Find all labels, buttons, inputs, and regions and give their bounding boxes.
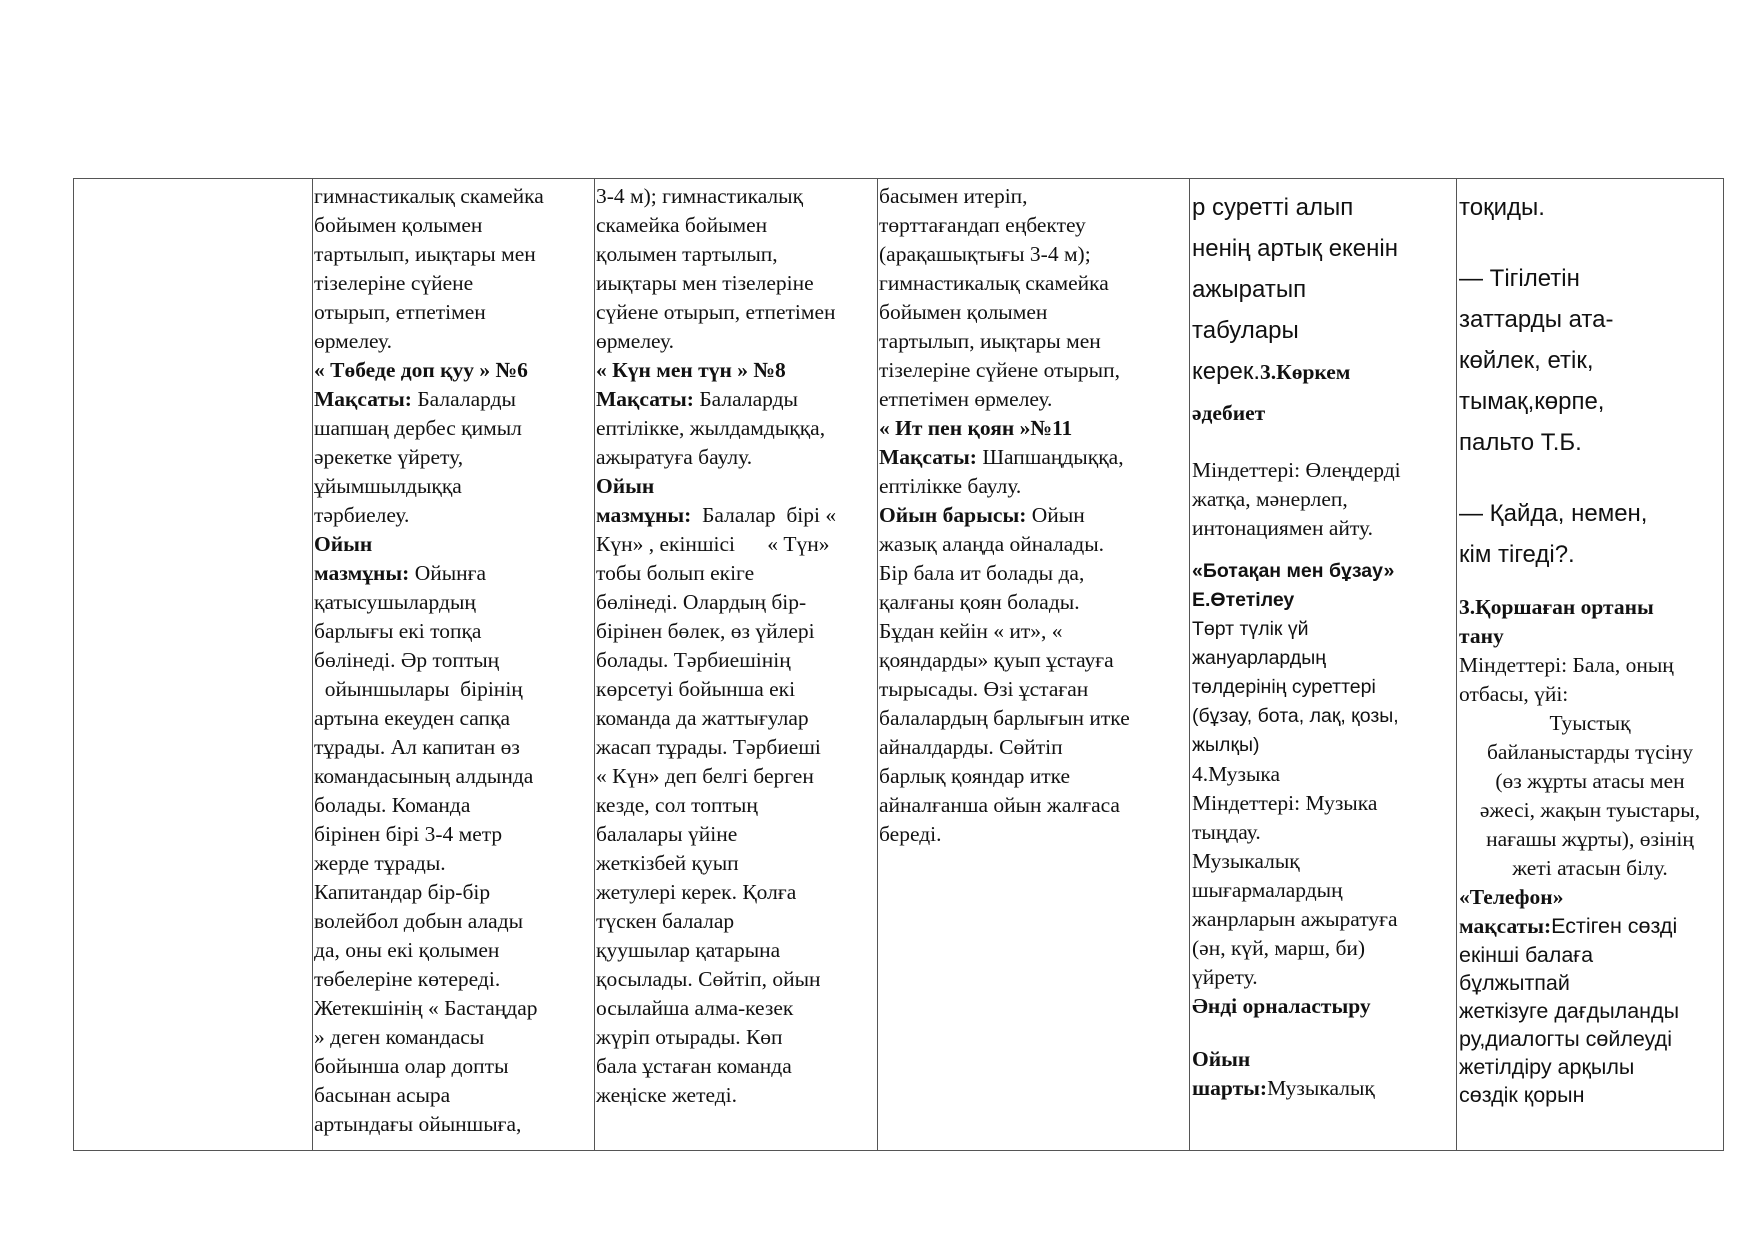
text-line: тоқиды.: [1459, 194, 1545, 221]
text-line: бойымен қолымен: [879, 300, 1048, 324]
text-line: жануарлардың: [1192, 647, 1326, 669]
text-line: барлық қояндар итке: [879, 764, 1071, 788]
text-line: Туыстық: [1549, 711, 1631, 735]
text-line: Бір бала ит болады да,: [879, 561, 1085, 585]
spacer: [1192, 1021, 1456, 1035]
goal-text: Шапшаңдыққа,: [976, 445, 1124, 469]
text-line: қосылады. Сөйтіп, ойын: [596, 967, 821, 991]
game-title: « Күн мен түн » №8: [596, 358, 786, 382]
text-line: балалардың барлығын итке: [879, 706, 1130, 730]
text-line: (өз жұрты атасы мен: [1495, 769, 1685, 793]
column-environment: [1456, 179, 1725, 1150]
column-game-6: [312, 179, 594, 1150]
text-line: байланыстарды түсіну: [1486, 740, 1694, 764]
text-line: екінші балаға: [1459, 943, 1594, 967]
text-line: көйлек, етік,: [1459, 347, 1594, 374]
text-line: осылайша алма-кезек: [596, 996, 794, 1020]
spacer: [1459, 463, 1725, 493]
text-line: гимнастикалық скамейка: [879, 271, 1109, 295]
content-label: Ойын барысы:: [879, 503, 1027, 527]
text-line: шапшаң дербес қимыл: [314, 416, 522, 440]
section-heading: 3.Көркем: [1259, 360, 1351, 384]
text-line: қояндарды» қуып ұстауға: [879, 648, 1114, 672]
text-line: 3-4 м); гимнастикалық: [596, 184, 804, 208]
text-line: командасының алдында: [314, 764, 534, 788]
text-line: — Тігілетін: [1459, 265, 1580, 292]
text-line: жанрларын ажыратуға: [1192, 907, 1398, 931]
text-line: » деген командасы: [314, 1025, 485, 1049]
text-line: әрекетке үйрету,: [314, 445, 464, 469]
text-line: гимнастикалық скамейка: [314, 184, 544, 208]
text-line: артына екеуден сапқа: [314, 706, 511, 730]
text-line: тымақ,көрпе,: [1459, 388, 1605, 415]
text-line: жетулері керек. Қолға: [596, 880, 797, 904]
text-line: — Қайда, немен,: [1459, 500, 1648, 527]
text-line: отбасы, үйі:: [1459, 682, 1569, 706]
goal-label: Мақсаты:: [879, 445, 977, 469]
text-line: әжесі, жақын туыстары,: [1479, 798, 1701, 822]
goal-label: Мақсаты:: [596, 387, 694, 411]
text-line: етпетімен өрмелеу.: [879, 387, 1053, 411]
text-line: ептілікке баулу.: [879, 474, 1022, 498]
text-line: Міндеттері: Бала, оның: [1459, 653, 1674, 677]
text-line: сүйене отырып, етпетімен: [596, 300, 836, 324]
text-line: ру,диалогты сөйлеуді: [1459, 1027, 1672, 1051]
text-line: береді.: [879, 822, 942, 846]
text-line: қалғаны қоян болады.: [879, 590, 1080, 614]
text-line: жылқы): [1192, 734, 1260, 756]
text-line: жүріп отырады. Көп: [596, 1025, 783, 1049]
goal-text: Балаларды: [693, 387, 798, 411]
text-line: тұрады. Ал капитан өз: [314, 735, 520, 759]
content-line: [879, 501, 1189, 530]
text-line: тобы болып екіге: [596, 561, 755, 585]
text-line: ажыратып: [1192, 276, 1307, 303]
text-line: артындағы ойыншыға,: [314, 1112, 522, 1136]
text-line: [1192, 351, 1456, 392]
text-line: тәрбиелеу.: [314, 503, 410, 527]
column-literature-music: [1189, 179, 1456, 1150]
text-line: тыңдау.: [1192, 820, 1261, 844]
content-text: Балалар бірі «: [691, 503, 837, 527]
text-line: жерде тұрады.: [314, 851, 446, 875]
text-line: Капитандар бір-бір: [314, 880, 491, 904]
text-line: нағашы жұрты), өзінің: [1486, 827, 1694, 851]
text-line: тізелеріне сүйене: [314, 271, 474, 295]
text-line: жеңіске жетеді.: [596, 1083, 738, 1107]
goal-line: [1459, 912, 1725, 941]
goal-line: [314, 385, 594, 414]
text-line: бала ұстаған команда: [596, 1054, 792, 1078]
text-line: барлығы екі топқа: [314, 619, 482, 643]
activity-plan-table: [73, 178, 1724, 1151]
text-line: ептілікке, жылдамдыққа,: [596, 416, 826, 440]
text-fragment: керек.: [1192, 358, 1260, 385]
text-line: тырысады. Өзі ұстаған: [879, 677, 1089, 701]
text-line: кезде, сол топтың: [596, 793, 758, 817]
column-game-11: [877, 179, 1189, 1150]
text-line: шығармалардың: [1192, 878, 1343, 902]
content-label: Ойын: [314, 532, 373, 556]
column-game-8: [594, 179, 877, 1150]
goal-label: мақсаты:: [1459, 914, 1552, 938]
text-line: р суретті алып: [1192, 194, 1354, 221]
song-title: Әнді орналастыру: [1192, 994, 1371, 1018]
goal-line: [879, 443, 1189, 472]
text-line: заттарды ата-: [1459, 306, 1614, 333]
text-line: басынан асыра: [314, 1083, 451, 1107]
text-line: тізелеріне сүйене отырып,: [879, 358, 1120, 382]
text-line: бөлінеді. Әр топтың: [314, 648, 500, 672]
goal-text: Балаларды: [411, 387, 516, 411]
text-line: болады. Команда: [314, 793, 471, 817]
content-line: [596, 501, 877, 530]
text-line: бөлінеді. Олардың бір-: [596, 590, 807, 614]
text-line: пальто Т.Б.: [1459, 429, 1582, 456]
text-line: табулары: [1192, 317, 1299, 344]
content-label-2: мазмұны:: [596, 503, 692, 527]
text-line: жеткізуге дағдыланды: [1459, 999, 1680, 1023]
text-line: өрмелеу.: [314, 329, 393, 353]
text-line: « Күн» деп белгі берген: [596, 764, 814, 788]
game-title: « Төбеде доп қуу » №6: [314, 358, 528, 382]
text-line: Міндеттері: Музыка: [1192, 791, 1378, 815]
text-line: ажыратуға баулу.: [596, 445, 753, 469]
text-line: да, оны екі қолымен: [314, 938, 500, 962]
text-line: 4.Музыка: [1192, 762, 1281, 786]
text-line: өрмелеу.: [596, 329, 675, 353]
goal-line: [596, 385, 877, 414]
text-line: ойыншылары бірінің: [314, 677, 523, 701]
section-heading: тану: [1459, 624, 1504, 648]
text-line: (арақашықтығы 3-4 м);: [879, 242, 1091, 266]
text-line: сөздік қорын: [1459, 1083, 1585, 1107]
text-line: скамейка бойымен: [596, 213, 768, 237]
content-label: Ойын: [596, 474, 655, 498]
text-line: Міндеттері: Өлеңдерді: [1192, 458, 1401, 482]
text-line: тартылып, иықтары мен: [314, 242, 536, 266]
text-line: жеті атасын білу.: [1512, 856, 1668, 880]
game-text: Музыкалық: [1267, 1076, 1375, 1100]
text-line: (ән, күй, марш, би): [1192, 936, 1366, 960]
text-line: бойымен қолымен: [314, 213, 483, 237]
text-line: тартылып, иықтары мен: [879, 329, 1101, 353]
text-line: Бұдан кейін « ит», «: [879, 619, 1063, 643]
text-line: ұйымшылдыққа: [314, 474, 462, 498]
content-text: Ойын: [1026, 503, 1085, 527]
text-line: жазық алаңда ойналады.: [879, 532, 1105, 556]
content-text: Ойынға: [409, 561, 487, 585]
goal-text: Естіген сөзді: [1551, 914, 1678, 938]
text-line: отырып, етпетімен: [314, 300, 486, 324]
text-line: жеткізбей қуып: [596, 851, 739, 875]
poem-title: «Ботақан мен бұзау»: [1192, 560, 1395, 582]
text-line: интонациямен айту.: [1192, 516, 1373, 540]
text-line: Жетекшінің « Бастаңдар: [314, 996, 538, 1020]
section-heading: әдебиет: [1192, 401, 1266, 425]
content-line: [314, 559, 594, 588]
text-line: (бұзау, бота, лақ, қозы,: [1192, 705, 1399, 727]
text-line: кім тігеді?.: [1459, 541, 1575, 568]
section-heading: 3.Қоршаған ортаны: [1459, 595, 1654, 619]
text-line: Төрт түлік үй: [1192, 618, 1309, 640]
text-line: Күн» , екіншісі « Түн»: [596, 532, 830, 556]
game-title: «Телефон»: [1459, 885, 1564, 909]
empty-column: [74, 179, 312, 1150]
text-line: балалары үйіне: [596, 822, 738, 846]
text-line: иықтары мен тізелеріне: [596, 271, 814, 295]
text-line: ненің артық екенін: [1192, 235, 1398, 262]
text-line: түскен балалар: [596, 909, 735, 933]
text-line: бірінен бірі 3-4 метр: [314, 822, 503, 846]
text-line: бұлжытпай: [1459, 971, 1570, 995]
text-line: Музыкалық: [1192, 849, 1300, 873]
text-line: қатысушылардың: [314, 590, 476, 614]
text-line: бойынша олар допты: [314, 1054, 509, 1078]
text-line: команда да жаттығулар: [596, 706, 809, 730]
goal-label: Мақсаты:: [314, 387, 412, 411]
text-line: жетілдіру арқылы: [1459, 1055, 1635, 1079]
text-line: төлдерінің суреттері: [1192, 676, 1376, 698]
poem-author: Е.Өтетілеу: [1192, 589, 1295, 611]
text-line: айналғанша ойын жалғаса: [879, 793, 1120, 817]
text-line: үйрету.: [1192, 965, 1258, 989]
text-line: көрсетуі бойынша екі: [596, 677, 796, 701]
game-label-2: шарты:: [1192, 1076, 1268, 1100]
game-title: « Ит пен қоян »№11: [879, 416, 1073, 440]
text-line: болады. Тәрбиешінің: [596, 648, 791, 672]
text-line: жатқа, мәнерлеп,: [1192, 487, 1348, 511]
text-line: төбелеріне көтереді.: [314, 967, 501, 991]
text-line: айналдарды. Сөйтіп: [879, 735, 1063, 759]
spacer: [1459, 228, 1725, 258]
content-label-2: мазмұны:: [314, 561, 410, 585]
game-line: [1192, 1074, 1456, 1103]
text-line: басымен итеріп,: [879, 184, 1028, 208]
game-label: Ойын: [1192, 1047, 1251, 1071]
text-line: төрттағандап еңбектеу: [879, 213, 1086, 237]
text-line: волейбол добын алады: [314, 909, 524, 933]
text-line: қуушылар қатарына: [596, 938, 781, 962]
text-line: қолымен тартылып,: [596, 242, 778, 266]
text-line: жасап тұрады. Тәрбиеші: [596, 735, 821, 759]
text-line: бірінен бөлек, өз үйлері: [596, 619, 815, 643]
